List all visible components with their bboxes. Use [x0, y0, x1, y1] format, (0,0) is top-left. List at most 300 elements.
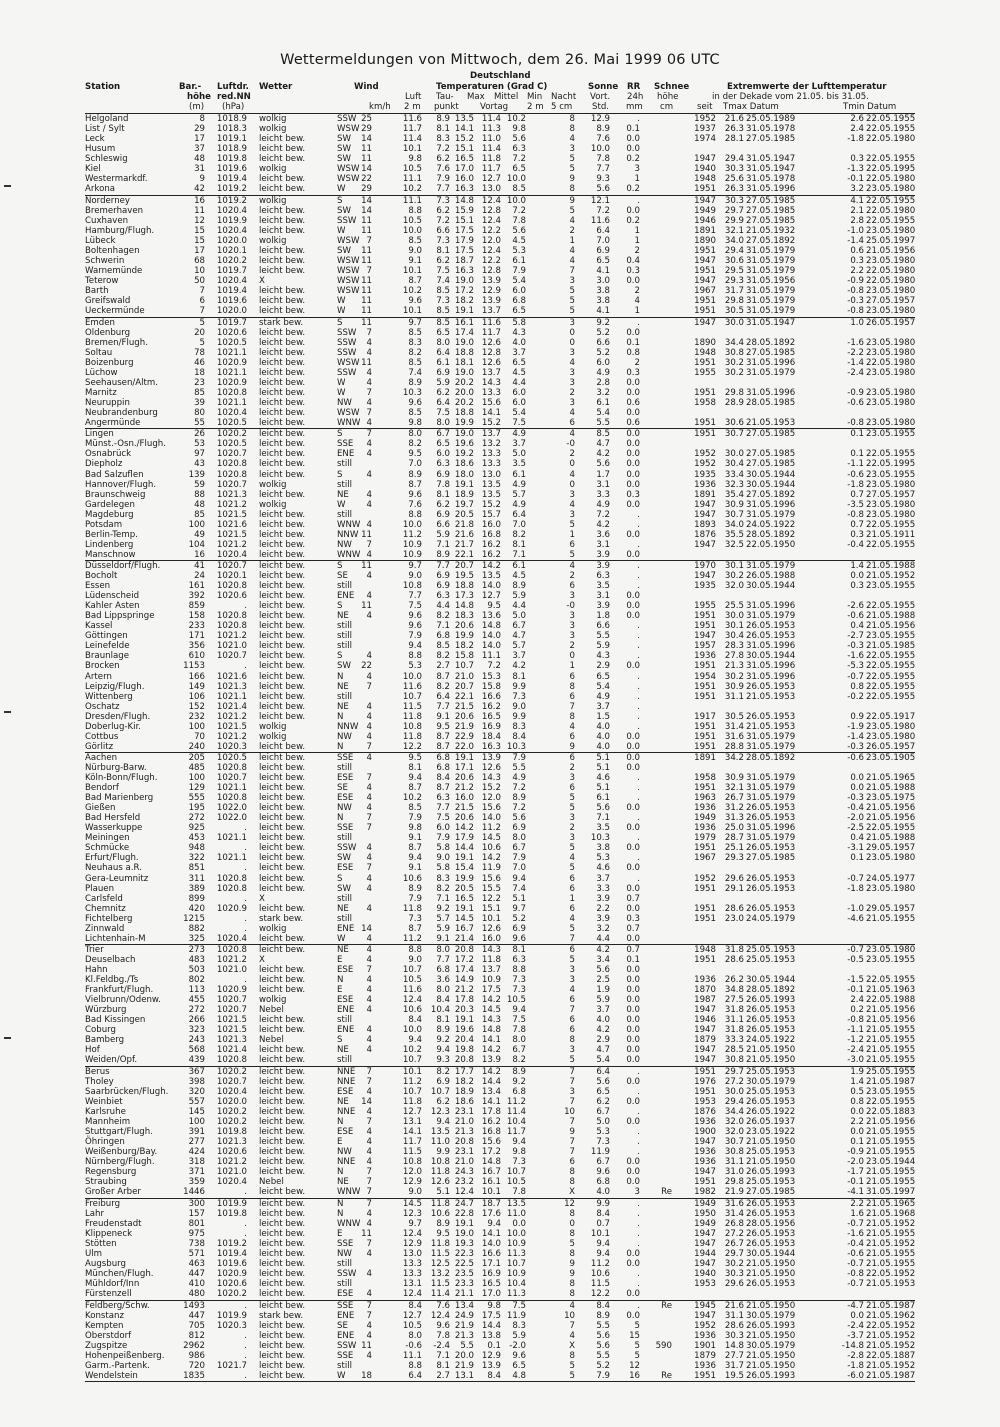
temp-air: 11.8 — [402, 1097, 422, 1108]
tmax-date: 27.05.1985 — [746, 205, 796, 216]
station-name: Hohenpeißenberg. — [85, 1350, 165, 1361]
temp-night: 4 — [569, 721, 575, 732]
weather: wolkig — [259, 499, 287, 510]
sun-hours: 3.3 — [596, 883, 610, 894]
station-name: Klippeneck — [85, 1229, 133, 1239]
temp-min: 4.5 — [512, 235, 526, 246]
temp-min: 6.7 — [512, 843, 526, 854]
wind-direction: WNW — [337, 519, 361, 530]
station-name: Großer Arber — [85, 1187, 141, 1198]
sun-hours: 4.2 — [596, 945, 610, 956]
header-luft: Luft — [405, 92, 422, 102]
weather: leicht bew. — [259, 327, 306, 338]
dew-point: 12.6 — [430, 1177, 450, 1188]
barometer-height: 29 — [194, 124, 205, 135]
tmax-date: 21.05.1950 — [746, 1045, 796, 1056]
temp-max: 18.0 — [454, 469, 474, 480]
temp-min: 8.1 — [512, 539, 526, 550]
tmin-value: 0.1 — [850, 429, 864, 440]
wind-direction: E — [337, 985, 343, 996]
weather: stark bew. — [259, 913, 304, 924]
pressure: 1020.8 — [216, 459, 247, 470]
dew-point: 7.1 — [436, 621, 450, 632]
temp-mean: 14.3 — [481, 377, 501, 388]
temp-max: 16.5 — [454, 154, 474, 165]
temp-night: 5 — [569, 863, 575, 874]
dew-point: 7.6 — [436, 164, 450, 175]
precipitation: 0.0 — [626, 1177, 640, 1188]
tmax-date: 21.05.1950 — [746, 1350, 796, 1361]
tmin-value: -0.8 — [847, 305, 864, 316]
dew-point: 8.9 — [436, 1025, 450, 1036]
dew-point: 8.2 — [436, 681, 450, 692]
tmax-value: 29.4 — [724, 1097, 744, 1108]
dew-point: 8.2 — [436, 883, 450, 894]
tmax-date: 30.05.1944 — [746, 651, 796, 662]
barometer-height: 16 — [194, 549, 205, 560]
tmin-date: 29.05.1957 — [866, 903, 916, 914]
wind-direction: still — [337, 1360, 353, 1371]
temp-air: 11.1 — [402, 174, 422, 185]
sun-hours: 10.6 — [590, 1269, 610, 1280]
temp-night: 8 — [569, 114, 575, 124]
wind-direction: ENE — [337, 1310, 355, 1321]
wind-direction: SW — [337, 245, 351, 256]
pressure: 1021.2 — [216, 711, 247, 722]
temp-night: 3 — [569, 397, 575, 408]
pressure: 1021.5 — [216, 509, 247, 520]
barometer-height: 273 — [188, 945, 205, 956]
precipitation: 0.0 — [626, 763, 640, 774]
temp-mean: 16.6 — [481, 691, 501, 702]
wind-speed: 4 — [366, 1157, 372, 1168]
station-name: Hahn — [85, 965, 108, 976]
tmax-value: 30.6 — [724, 255, 744, 266]
sun-hours: 12.9 — [590, 114, 610, 124]
temp-mean: 14.2 — [481, 561, 501, 572]
temp-min: 9.6 — [512, 1350, 526, 1361]
temp-night: 10 — [564, 1107, 575, 1118]
temp-night: 7 — [569, 1117, 575, 1128]
station-name: Weinbiet — [85, 1097, 123, 1108]
pressure: 1021.2 — [216, 1157, 247, 1168]
temp-air: 11.6 — [402, 114, 422, 124]
temp-air: 11.8 — [402, 731, 422, 742]
precipitation: . — [637, 1300, 640, 1311]
barometer-height: 161 — [188, 581, 205, 592]
since-year: 1949 — [694, 813, 716, 824]
temp-air: 9.7 — [408, 317, 422, 328]
tmax-value: 14.8 — [724, 1340, 744, 1351]
dew-point: 10.8 — [430, 1157, 450, 1168]
pressure: . — [244, 1370, 247, 1381]
dew-point: 10.6 — [430, 1208, 450, 1219]
temp-night: 7 — [569, 701, 575, 712]
pressure: 1020.6 — [216, 1147, 247, 1158]
tmax-date: 26.05.1993 — [746, 1320, 796, 1331]
since-year: 1951 — [694, 661, 716, 672]
header-station: Station — [85, 82, 121, 92]
tmax-date: 31.05.1996 — [746, 499, 796, 510]
station-name: Barth — [85, 285, 109, 296]
weather: leicht bew. — [259, 1330, 306, 1341]
pressure: . — [244, 863, 247, 874]
wind-direction: WSW — [337, 164, 360, 175]
temp-night: 4 — [569, 215, 575, 226]
barometer-height: 41 — [194, 561, 205, 572]
tmax-value: 29.7 — [724, 205, 744, 216]
temp-mean: 8.4 — [487, 1370, 501, 1381]
temp-air: 10.7 — [402, 1055, 422, 1066]
wind-speed: 4 — [366, 803, 372, 814]
temp-mean: 11.6 — [481, 317, 501, 328]
dew-point: 8.9 — [436, 1218, 450, 1229]
temp-max: 17.5 — [454, 245, 474, 256]
wind-direction: ESE — [337, 995, 354, 1006]
header-mittel: Mittel — [494, 92, 519, 102]
pressure: 1021.0 — [216, 965, 247, 976]
pressure: 1019.1 — [216, 134, 247, 145]
temp-min: 11.2 — [506, 1097, 526, 1108]
temp-night: 1 — [569, 893, 575, 904]
tmin-value: 1.4 — [850, 1077, 864, 1088]
tmax-date: 21.05.1953 — [746, 691, 796, 702]
sun-hours: 11.5 — [590, 1279, 610, 1290]
pressure: 1020.9 — [216, 1269, 247, 1280]
wind-direction: N — [337, 671, 344, 682]
wind-direction: NW — [337, 539, 352, 550]
weather: leicht bew. — [259, 1259, 306, 1270]
wind-speed: 4 — [366, 499, 372, 510]
precipitation: . — [637, 1107, 640, 1118]
temp-night: 5 — [569, 205, 575, 216]
wind-speed: 4 — [366, 793, 372, 804]
precipitation: 12 — [629, 1360, 640, 1371]
sun-hours: 8.4 — [596, 1300, 610, 1311]
pressure: 1020.2 — [216, 1117, 247, 1128]
temp-min: 5.9 — [512, 591, 526, 602]
dew-point: 2.7 — [436, 661, 450, 672]
dew-point: 8.9 — [436, 549, 450, 560]
dew-point: 6.2 — [436, 499, 450, 510]
since-year: 1967 — [694, 285, 716, 296]
temp-max: 17.9 — [454, 833, 474, 844]
tmax-value: 29.4 — [724, 245, 744, 256]
station-name: Görlitz — [85, 741, 114, 752]
wind-speed: 4 — [366, 1320, 372, 1331]
wind-direction: SSW — [337, 367, 357, 378]
temp-mean: 16.0 — [481, 519, 501, 530]
tmin-value: 3.2 — [850, 184, 864, 195]
tmax-date: 31.05.1979 — [746, 245, 796, 256]
weather: leicht bew. — [259, 641, 306, 652]
wind-direction: WNW — [337, 1187, 361, 1198]
station-name: Fürstenzell — [85, 1289, 132, 1300]
pressure: 1019.4 — [216, 174, 247, 185]
temp-mean: 12.7 — [481, 174, 501, 185]
tmin-value: -0.7 — [847, 873, 864, 884]
temp-mean: 13.0 — [481, 469, 501, 480]
tmin-value: -1.6 — [847, 1229, 864, 1239]
barometer-height: 233 — [188, 621, 205, 632]
temp-min: 5.8 — [512, 317, 526, 328]
tmax-date: 27.05.1985 — [746, 459, 796, 470]
tmin-value: 0.3 — [850, 154, 864, 165]
dew-point: 7.4 — [436, 275, 450, 286]
temp-mean: 16.8 — [481, 1127, 501, 1138]
tmax-date: 26.05.1993 — [746, 1167, 796, 1178]
tmin-date: 23.05.1905 — [866, 753, 916, 764]
sun-hours: 3.9 — [596, 913, 610, 924]
barometer-height: 139 — [188, 469, 205, 480]
pressure: . — [244, 913, 247, 924]
since-year: 1947 — [694, 509, 716, 520]
wind-direction: WSW — [337, 124, 360, 135]
station-name: Weißenburg/Bay. — [85, 1147, 158, 1158]
barometer-height: 277 — [188, 1137, 205, 1148]
tmin-date: 21.05.1955 — [866, 1229, 916, 1239]
temp-mean: 17.2 — [481, 1147, 501, 1158]
station-name: Artern — [85, 671, 112, 682]
temp-air: 7.9 — [408, 631, 422, 642]
since-year: 1951 — [694, 721, 716, 732]
wind-direction: N — [337, 1208, 344, 1219]
barometer-height: 367 — [188, 1067, 205, 1078]
since-year: 1947 — [694, 1167, 716, 1178]
since-year: 1936 — [694, 975, 716, 986]
temp-max: 20.0 — [454, 387, 474, 398]
precipitation: 0.0 — [626, 601, 640, 612]
sun-hours: 6.6 — [596, 337, 610, 348]
dew-point: 11.4 — [430, 1289, 450, 1300]
wind-direction: S — [337, 1035, 343, 1046]
pressure: 1019.2 — [216, 195, 247, 206]
temp-night: 8 — [569, 711, 575, 722]
weather: wolkig — [259, 995, 287, 1006]
tmin-date: 22.05.1988 — [866, 995, 916, 1006]
temp-night: 4 — [569, 429, 575, 440]
since-year: 1949 — [694, 1218, 716, 1229]
temp-night: 8 — [569, 1229, 575, 1239]
wind-direction: WNW — [337, 417, 361, 428]
temp-min: 8.2 — [512, 529, 526, 540]
temp-night: 5 — [569, 549, 575, 560]
since-year: 1951 — [694, 295, 716, 306]
tmax-value: 32.0 — [724, 1127, 744, 1138]
temp-night: 8 — [569, 1289, 575, 1300]
tmax-value: 29.7 — [724, 1249, 744, 1260]
wind-direction: W — [337, 184, 346, 195]
tmin-date: 22.05.1980 — [866, 357, 916, 368]
weather: leicht bew. — [259, 903, 306, 914]
barometer-height: 322 — [188, 853, 205, 864]
temp-mean: 15.3 — [481, 671, 501, 682]
temp-night: 3 — [569, 509, 575, 520]
precipitation: 0.6 — [626, 417, 640, 428]
tmin-date: 21.05.1955 — [866, 1259, 916, 1270]
temp-max: 17.8 — [454, 995, 474, 1006]
temp-night: 3 — [569, 1087, 575, 1098]
precipitation: 0.0 — [626, 407, 640, 418]
temp-mean: 14.2 — [481, 1045, 501, 1056]
tmin-date: 22.05.1917 — [866, 711, 916, 722]
temp-air: 8.8 — [408, 945, 422, 956]
tmin-value: -4.1 — [847, 1187, 864, 1198]
precipitation: . — [637, 581, 640, 592]
precipitation: . — [637, 1198, 640, 1209]
sun-hours: 3.8 — [596, 295, 610, 306]
wind-direction: E — [337, 955, 343, 966]
tmax-date: 24.05.1922 — [746, 1035, 796, 1046]
tmax-date: 31.05.1978 — [746, 174, 796, 185]
station-name: Karlsruhe — [85, 1107, 126, 1118]
since-year: 1951 — [694, 1087, 716, 1098]
precipitation: 0.0 — [626, 275, 640, 286]
wind-direction: still — [337, 913, 353, 924]
pressure: . — [244, 843, 247, 854]
temp-night: 3 — [569, 975, 575, 986]
temp-min: 11.3 — [506, 1289, 526, 1300]
temp-max: 14.8 — [454, 195, 474, 206]
tmax-date: 31.05.1996 — [746, 641, 796, 652]
pressure: 1020.4 — [216, 1087, 247, 1098]
temp-max: 20.5 — [454, 509, 474, 520]
sun-hours: 7.3 — [596, 1137, 610, 1148]
tmax-value: 30.2 — [724, 357, 744, 368]
barometer-height: 300 — [188, 1198, 205, 1209]
dew-point: 8.5 — [436, 641, 450, 652]
sun-hours: 7.6 — [596, 134, 610, 145]
station-name: Coburg — [85, 1025, 116, 1036]
wind-direction: W — [337, 295, 346, 306]
temp-max: 23.2 — [454, 1177, 474, 1188]
dew-point: 6.3 — [436, 793, 450, 804]
tmin-date: 21.05.1953 — [866, 1279, 916, 1290]
barometer-height: 318 — [188, 1157, 205, 1168]
station-name: Helgoland — [85, 114, 129, 124]
temp-night: 3 — [569, 611, 575, 622]
weather: leicht bew. — [259, 843, 306, 854]
wind-speed: 7 — [366, 1239, 372, 1250]
wind-speed: 7 — [366, 681, 372, 692]
barometer-height: 720 — [188, 1360, 205, 1371]
barometer-height: 391 — [188, 1127, 205, 1138]
since-year: 1947 — [694, 255, 716, 266]
weather: leicht bew. — [259, 469, 306, 480]
precipitation: . — [637, 317, 640, 328]
tmax-date: 21.05.1932 — [746, 225, 796, 236]
pressure: 1021.1 — [216, 853, 247, 864]
since-year: 1987 — [694, 995, 716, 1006]
tmax-value: 29.4 — [724, 154, 744, 165]
tmin-value: 0.5 — [850, 1087, 864, 1098]
tmax-value: 21.6 — [724, 1300, 744, 1311]
pressure: 1020.2 — [216, 429, 247, 440]
temp-max: 16.3 — [454, 265, 474, 276]
temp-min: 13.5 — [506, 1198, 526, 1209]
weather: leicht bew. — [259, 651, 306, 662]
wind-speed: 4 — [366, 1107, 372, 1118]
station-name: Angermünde — [85, 417, 141, 428]
temp-night: 2 — [569, 571, 575, 582]
sun-hours: 4.9 — [596, 499, 610, 510]
pressure: 1020.9 — [216, 377, 247, 388]
since-year: 1891 — [694, 753, 716, 764]
tmin-value: -0.6 — [847, 1249, 864, 1260]
pressure: 1019.6 — [216, 1259, 247, 1270]
temp-night: 2 — [569, 641, 575, 652]
tmax-date: 25.05.1953 — [746, 1067, 796, 1078]
temp-mean: 16.8 — [481, 529, 501, 540]
weather: leicht bew. — [259, 965, 306, 976]
pressure: . — [244, 1300, 247, 1311]
temp-max: 18.8 — [454, 407, 474, 418]
since-year: 1891 — [694, 489, 716, 500]
wind-direction: ENE — [337, 923, 355, 934]
tmax-date: 22.05.1950 — [746, 539, 796, 550]
since-year: 1952 — [694, 873, 716, 884]
temp-mean: 17.5 — [481, 985, 501, 996]
temp-max: 19.6 — [454, 439, 474, 450]
weather: leicht bew. — [259, 773, 306, 784]
wind-speed: 11 — [361, 215, 372, 226]
since-year: 1951 — [694, 883, 716, 894]
temp-night: 2 — [569, 763, 575, 774]
tmax-date: 31.05.1979 — [746, 833, 796, 844]
temp-min: 5.6 — [512, 225, 526, 236]
temp-mean: 14.4 — [481, 1320, 501, 1331]
tmax-date: 26.05.1953 — [746, 1279, 796, 1290]
wind-direction: ENE — [337, 1005, 355, 1016]
temp-air: 9.4 — [408, 773, 422, 784]
temp-min: 7.9 — [512, 753, 526, 764]
pressure: 1019.8 — [216, 1127, 247, 1138]
temp-air: 7.9 — [408, 813, 422, 824]
temp-min: 5.3 — [512, 245, 526, 256]
tmin-date: 23.05.1980 — [866, 305, 916, 316]
temp-max: 18.2 — [454, 295, 474, 306]
tmax-date: 26.05.1953 — [746, 1239, 796, 1250]
tmax-date: 21.05.1953 — [746, 721, 796, 732]
dew-point: 6.9 — [436, 1077, 450, 1088]
station-name: Lahr — [85, 1208, 105, 1219]
tmin-value: -3.1 — [847, 843, 864, 854]
barometer-height: 557 — [188, 1097, 205, 1108]
since-year: 1947 — [694, 1005, 716, 1016]
barometer-height: 463 — [188, 1259, 205, 1270]
tmax-value: 30.0 — [724, 449, 744, 460]
temp-mean: 16.5 — [481, 711, 501, 722]
tmax-value: 30.8 — [724, 347, 744, 358]
tmax-date: 21.05.1950 — [746, 1259, 796, 1270]
wind-direction: NE — [337, 945, 349, 956]
temp-max: 13.5 — [454, 114, 474, 124]
sun-hours: 5.6 — [596, 803, 610, 814]
tmin-value: 0.0 — [850, 773, 864, 784]
tmin-date: 22.05.1995 — [866, 459, 916, 470]
station-name: Soltau — [85, 347, 113, 358]
wind-direction: SSE — [337, 753, 354, 764]
pressure: 1018.9 — [216, 114, 247, 124]
tmin-date: 22.05.1955 — [866, 681, 916, 692]
wind-direction: SSW — [337, 215, 357, 226]
temp-max: 22.0 — [454, 741, 474, 752]
tmax-value: 32.1 — [724, 225, 744, 236]
dew-point: 6.4 — [436, 397, 450, 408]
station-name: Wasserkuppe — [85, 823, 143, 834]
tmin-value: -0.1 — [847, 174, 864, 185]
sun-hours: 5.1 — [596, 753, 610, 764]
